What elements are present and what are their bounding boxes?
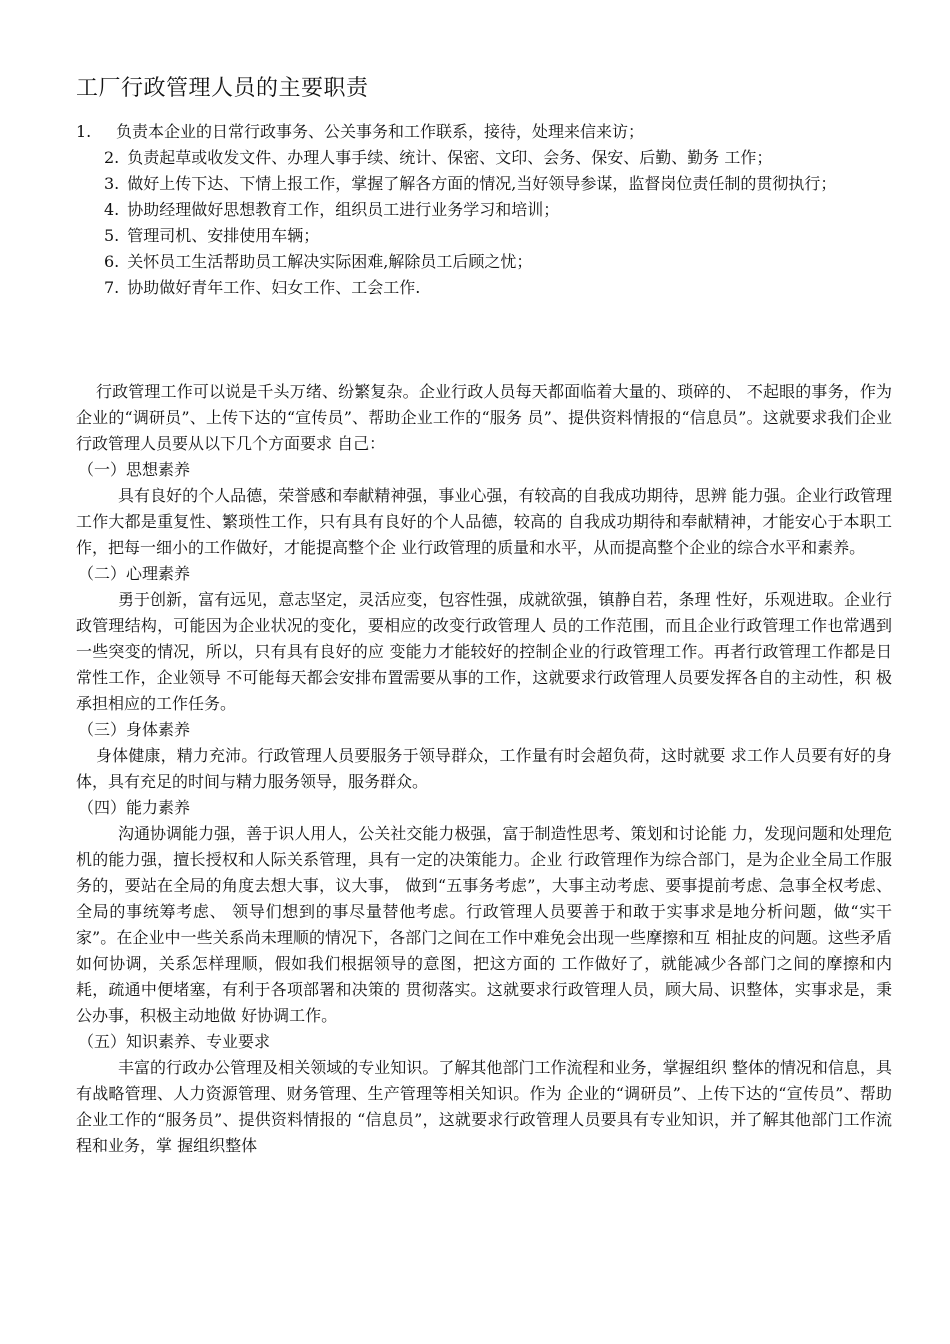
duty-text: 管理司机、安排使用车辆； [127, 226, 320, 245]
duty-number: 7. [104, 278, 120, 297]
section-heading-physical: （三）身体素养 [78, 720, 191, 739]
duties-list [76, 119, 896, 301]
duty-text: 做好上传下达、下情上报工作，掌握了解各方面的情况,当好领导参谋，监督岗位责任制的贯彻执行； [127, 174, 837, 193]
duty-number: 6. [104, 252, 120, 271]
duty-number: 3. [104, 174, 120, 193]
section-text-physical: 身体健康，精力充沛。行政管理人员要服务于领导群众，工作量有时会超负荷，这时就要 求工作人员要有好的身体，具有充足的时间与精力服务领导，服务群众。 [76, 746, 892, 791]
duty-number: 1. [76, 122, 92, 141]
duty-text: 协助做好青年工作、妇女工作、工会工作. [127, 278, 421, 297]
duty-number: 2. [104, 148, 120, 167]
section-text-ability: 沟通协调能力强，善于识人用人，公关社交能力极强，富于制造性思考、策划和讨论能 力，发现问题和处理危机的能力强，擅长授权和人际关系管理，具有一定的决策能力。企业 行政管理作为综合部门，是为企业全局工作服务的，要站在全局的角度去想大事，议大事， 做到“五事务考虑”，大事主动考虑、要事提前考虑、急事全权考虑、全局的事统筹考虑、 领导们想到的事尽量替他考虑。行政管理人员要善于和敢于实事求是地分析问题，做“实干 家”。在企业中一些关系尚未理顺的情况下，各部门之间在工作中难免会出现一些摩擦和互 相扯皮的问题。这些矛盾如何协调，关系怎样理顺，假如我们根据领导的意图，把这方面的 工作做好了，就能减少各部门之间的摩擦和内耗，疏通中便堵塞，有利于各项部署和决策的 贯彻落实。这就要求行政管理人员，顾大局、识整体，实事求是，秉公办事，积极主动地做 好协调工作。 [76, 824, 892, 1025]
duty-number: 4. [104, 200, 120, 219]
duty-item-4 [76, 197, 896, 223]
section-heading-knowledge: （五）知识素养、专业要求 [78, 1032, 271, 1051]
duty-number: 5. [104, 226, 120, 245]
section-heading-psychology: （二）心理素养 [78, 564, 191, 583]
document-title: 工厂行政管理人员的主要职责 [76, 76, 369, 101]
duty-text: 协助经理做好思想教育工作，组织员工进行业务学习和培训； [127, 200, 560, 219]
section-text-thought: 具有良好的个人品德，荣誉感和奉献精神强，事业心强，有较高的自我成功期待，思辨 能力强。企业行政管理工作大都是重复性、繁琐性工作，只有具有良好的个人品德，较高的 自我成功期待和奉献精神，才能安心于本职工作，把每一细小的工作做好，才能提高整个企 业行政管理的质量和水平，从而提高整个企业的综合水平和素养。 [76, 486, 892, 557]
duty-item-5 [76, 223, 896, 249]
duty-text: 负责起草或收发文件、办理人事手续、统计、保密、文印、会务、保安、后勤、勤务 工作； [127, 148, 773, 167]
document-body [76, 379, 892, 1159]
section-text-knowledge: 丰富的行政办公管理及相关领域的专业知识。了解其他部门工作流程和业务，掌握组织 整体的情况和信息，具有战略管理、人力资源管理、财务管理、生产管理等相关知识。作为 企业的“调研员”、上传下达的“宣传员”、帮助企业工作的“服务员”、提供资料情报的 “信息员”，这就要求行政管理人员要具有专业知识，并了解其他部门工作流程和业务，掌 握组织整体 [76, 1058, 892, 1155]
section-text-psychology: 勇于创新，富有远见，意志坚定，灵活应变，包容性强，成就欲强，镇静自若，条理 性好，乐观进取。企业行政管理结构，可能因为企业状况的变化，要相应的改变行政管理人 员的工作范围，而且企业行政管理工作也常遇到一些突变的情况，所以，只有具有良好的应 变能力才能较好的控制企业的行政管理工作。再者行政管理工作都是日常性工作，企业领导 不可能每天都会安排布置需要从事的工作，这就要求行政管理人员要发挥各自的主动性，积 极承担相应的工作任务。 [76, 590, 892, 713]
intro-paragraph: 行政管理工作可以说是千头万绪、纷繁复杂。企业行政人员每天都面临着大量的、琐碎的、 不起眼的事务，作为企业的“调研员”、上传下达的“宣传员”、帮助企业工作的“服务 员”、提供资料情报的“信息员”。这就要求我们企业行政管理人员要从以下几个方面要求 自己： [76, 382, 892, 453]
duty-item-7 [76, 275, 896, 301]
section-heading-thought: （一）思想素养 [78, 460, 191, 479]
duty-text: 关怀员工生活帮助员工解决实际困难,解除员工后顾之忧； [127, 252, 533, 271]
duty-text: 负责本企业的日常行政事务、公关事务和工作联系，接待，处理来信来访； [116, 122, 645, 141]
duty-item-6 [76, 249, 896, 275]
duty-item-2 [76, 145, 896, 171]
duty-item-1 [76, 119, 896, 145]
duty-item-3 [76, 171, 896, 197]
section-heading-ability: （四）能力素养 [78, 798, 191, 817]
